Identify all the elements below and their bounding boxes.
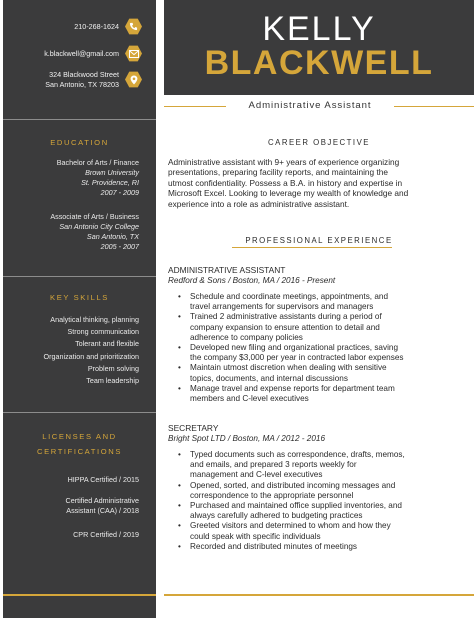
- bullet-line: the company $3,000 per year in contracted labor expenses: [190, 353, 404, 363]
- phone-icon: [125, 18, 142, 35]
- license-item: [68, 475, 139, 485]
- job-company: Redford & Sons / Boston, MA / 2016 - Present: [168, 276, 336, 285]
- job-bullet: [178, 521, 470, 541]
- bullet-line: could speak with specific individuals: [190, 531, 321, 541]
- licenses-heading: [3, 432, 156, 456]
- job-bullet: [178, 312, 470, 343]
- objective-line: utmost confidentiality. Possess a B.A. in history and expertise in: [168, 177, 403, 188]
- bullet-line: topics, documents, and internal discussions: [190, 373, 348, 383]
- skill-item: Analytical thinking, planning: [50, 315, 139, 324]
- job-company: Bright Spot LTD / Boston, MA / 2012 - 2016: [168, 434, 326, 443]
- sidebar: [3, 0, 156, 618]
- objective-line: experience into a role as administrative assistant.: [168, 198, 350, 209]
- skills-heading: KEY SKILLS: [50, 293, 109, 302]
- education-degree: Bachelor of Arts / Finance: [56, 158, 139, 167]
- bullet-line: company expansion to ensure attention to detail and: [190, 322, 380, 332]
- skill-item: Team leadership: [86, 376, 139, 386]
- job-bullet: [178, 542, 470, 552]
- bullet-line: management and C-level executives: [190, 470, 323, 480]
- objective-line: Administrative assistant with 9+ years of experience organizing: [168, 157, 400, 167]
- skills-list: [44, 314, 140, 387]
- bullet-line: • Recorded and distributed minutes of meetings: [190, 541, 358, 551]
- job-bullets: [178, 450, 470, 552]
- sidebar-divider: [3, 276, 156, 277]
- skill-item: Strong communication: [67, 327, 139, 337]
- job-bullet: [178, 343, 470, 363]
- sidebar-accent-bar: [3, 594, 156, 596]
- bullet-line: • Manage travel and expense reports for department team: [190, 383, 395, 393]
- job-role: ADMINISTRATIVE ASSISTANT: [168, 265, 286, 275]
- education-entry: [57, 158, 139, 198]
- title-rule-left: [164, 106, 226, 107]
- skill-item: Organization and prioritization: [43, 351, 139, 361]
- career-objective-text: [168, 157, 470, 209]
- address-line-2: San Antonio, TX 78203: [45, 79, 119, 89]
- bullet-line: • Greeted visitors and determined to whom and how they: [190, 521, 391, 531]
- skill-item: Tolerant and flexible: [75, 339, 139, 349]
- bullet-line: adherence to company policies: [190, 332, 303, 342]
- contact-email: [44, 45, 142, 62]
- skill-item: Problem solving: [87, 363, 139, 373]
- education-location: San Antonio, TX: [86, 232, 139, 241]
- job-role: SECRETARY: [168, 423, 219, 433]
- name-header: [164, 0, 474, 95]
- education-dates: 2005 - 2007: [100, 242, 139, 251]
- bullet-line: correspondence to the appropriate personnel: [190, 490, 354, 500]
- phone-text: 210-268-1624: [74, 21, 119, 31]
- bullet-line: and emails, and prepared 3 reports weekly for: [190, 460, 357, 470]
- bullet-line: • Schedule and coordinate meetings, appointments, and: [190, 292, 388, 301]
- last-name: BLACKWELL: [204, 44, 434, 82]
- experience-heading-underline: [232, 247, 392, 248]
- contact-phone: [74, 18, 142, 35]
- education-degree: Associate of Arts / Business: [50, 212, 139, 221]
- contact-address: [45, 70, 142, 89]
- licenses-heading-line-2: CERTIFICATIONS: [37, 447, 122, 456]
- job-bullet: [178, 450, 470, 481]
- title-rule-right: [394, 106, 474, 107]
- bullet-line: • Purchased and maintained office supplied inventories, and: [190, 501, 402, 511]
- bullet-line: • Developed new filing and organizational practices, saving: [190, 343, 398, 353]
- address-line-1: 324 Blackwood Street: [49, 70, 119, 79]
- job-bullet: [178, 501, 470, 521]
- experience-heading: PROFESSIONAL EXPERIENCE: [245, 236, 393, 245]
- bullet-line: always carefully adhered to budgeting practices: [190, 511, 363, 521]
- job-bullets: [178, 292, 470, 404]
- job-bullet: [178, 481, 470, 501]
- education-dates: 2007 - 2009: [100, 188, 139, 197]
- address-text: [45, 70, 119, 89]
- license-text: Assistant (CAA) / 2018: [66, 506, 139, 515]
- location-pin-icon: [125, 71, 142, 88]
- objective-line: presentations, preparing facility reports, and maintaining the: [168, 167, 388, 178]
- job-title: Administrative Assistant: [248, 100, 372, 111]
- license-text: HIPPA Certified / 2015: [67, 475, 139, 484]
- bullet-line: members and C-level executives: [190, 394, 309, 404]
- job-bullet: [178, 363, 470, 383]
- sidebar-divider: [3, 119, 156, 120]
- bullet-line: • Maintain utmost discretion when dealing with sensitive: [190, 363, 387, 373]
- education-location: St. Providence, RI: [81, 178, 139, 187]
- license-text: Certified Administrative: [65, 496, 139, 505]
- envelope-icon: [125, 45, 142, 62]
- license-item: [73, 530, 139, 540]
- career-objective-heading: CAREER OBJECTIVE: [268, 138, 370, 147]
- objective-line: Microsoft Excel. Looking to leverage my wealth of knowledge and: [168, 188, 409, 199]
- bullet-line: • Opened, sorted, and distributed incoming messages and: [190, 480, 396, 490]
- main-accent-bar: [164, 594, 474, 596]
- licenses-heading-line-1: LICENSES AND: [42, 432, 117, 441]
- education-school: Brown University: [85, 168, 139, 177]
- education-heading: EDUCATION: [50, 138, 109, 147]
- bullet-line: • Trained 2 administrative assistants during a period of: [190, 312, 382, 322]
- sidebar-divider: [3, 412, 156, 413]
- license-item: [66, 496, 140, 516]
- education-school: San Antonio City College: [59, 222, 139, 231]
- bullet-line: • Typed documents such as correspondence, drafts, memos,: [190, 450, 405, 459]
- first-name: KELLY: [262, 10, 376, 48]
- job-bullet: [178, 292, 470, 312]
- email-text: k.blackwell@gmail.com: [44, 48, 119, 58]
- bullet-line: travel arrangements for supervisors and managers: [190, 302, 374, 312]
- license-text: CPR Certified / 2019: [73, 530, 139, 539]
- education-entry: [50, 212, 139, 252]
- job-bullet: [178, 384, 470, 404]
